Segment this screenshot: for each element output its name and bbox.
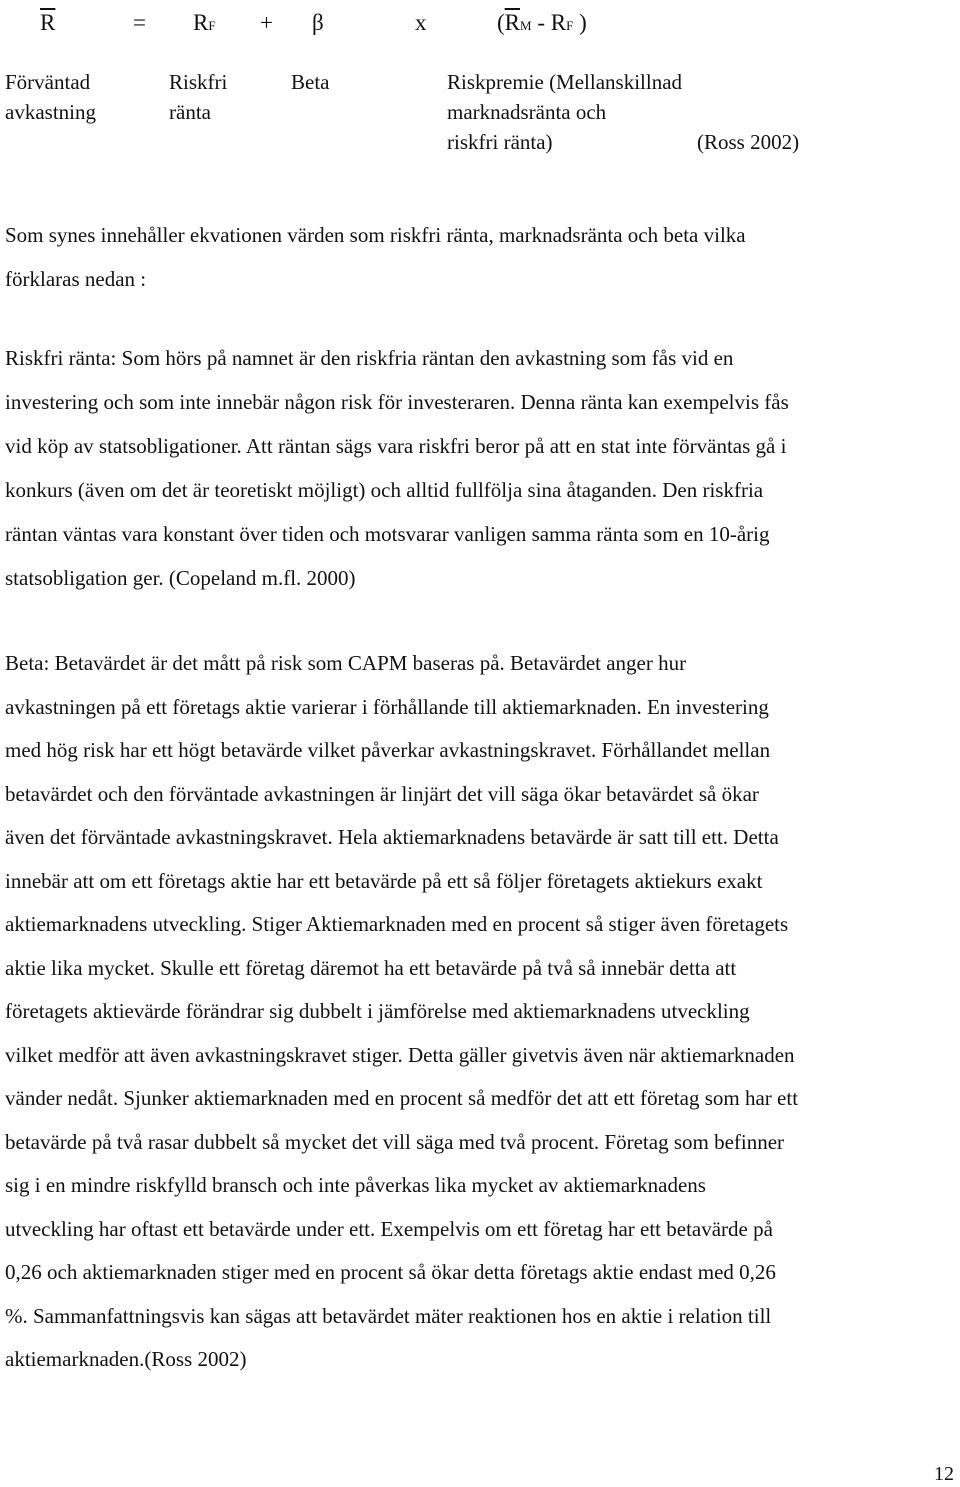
beta-label: Beta: [291, 70, 330, 94]
page-number: 12: [934, 1463, 954, 1485]
equals-sign: =: [133, 10, 146, 35]
risk-premium-label: Riskpremie (Mellanskillnad marknadsränta och riskfri ränta): [447, 70, 683, 154]
beta-symbol: β: [312, 10, 324, 35]
formula-citation: (Ross 2002): [697, 130, 800, 154]
beta-paragraph: Beta: Betavärdet är det mått på risk som CAPM baseras på. Betavärdet anger hur avkastningen på ett företags aktie varierar i förhållande till aktiemarknaden. En investering med hög risk har ett högt betavärde vilket påverkar avkastningskravet. Förhållandet mellan betavärdet och den förväntade avkastningen är linjärt det vill säga ökar betavärdet så ökar även det förväntade avkastningskravet. Hela aktiemarknadens betavärde är satt till ett. Detta innebär att om ett företags aktie har ett betavärde på ett så följer företagets aktiekurs exakt aktiemarknadens utveckling. Stiger Aktiemarknaden med en procent så stiger även företagets aktie lika mycket. Skulle ett företag däremot ha ett betavärde på två så innebär detta att företagets aktievärde förändrar sig dubbelt i jämförelse med aktiemarknadens utveckling vilket medför att även avkastningskravet stiger. Detta gäller givetvis även när aktiemarknaden vänder nedåt. Sjunker aktiemarknaden med en procent så medför det att ett företag som har ett betavärde på två rasar dubbelt så mycket det vill säga med två procent. Företag som befinner sig i en mindre riskfylld bransch och inte påverkas lika mycket av aktiemarknadens utveckling har oftast ett betavärde under ett. Exempelvis om ett företag har ett betavärde på 0,26 och aktiemarknaden stiger med en procent så ökar detta företags aktie endast med 0,26 %. Sammanfattningsvis kan sägas att betavärdet mäter reaktionen hos en aktie i relation till aktiemarknaden.(Ross 2002): [5, 651, 799, 1371]
expected-return-label: Förväntad avkastning: [5, 70, 96, 124]
riskfree-symbol: RF: [193, 10, 216, 35]
riskfree-paragraph: Riskfri ränta: Som hörs på namnet är den riskfria räntan den avkastning som fås vid en investering och som inte innebär någon risk för investeraren. Denna ränta kan exempelvis fås vid köp av statsobligationer. Att räntan sägs vara riskfri beror på att en stat inte förväntas gå i konkurs (även om det är teoretiskt möjligt) och alltid fullfölja sina åtaganden. Den riskfria räntan väntas vara konstant över tiden och motsvarar vanligen samma ränta som en 10-årig statsobligation ger. (Copeland m.fl. 2000): [5, 346, 789, 590]
risk-premium-expression: ($\overline{R}M$ - RF ): [497, 10, 587, 35]
expected-return-symbol: $\overline{R}$: [40, 10, 56, 35]
intro-paragraph: Som synes innehåller ekvationen värden som riskfri ränta, marknadsränta och beta vilka förklaras nedan :: [5, 223, 746, 291]
plus-sign: +: [260, 10, 273, 35]
riskfree-label: Riskfri ränta: [169, 70, 228, 124]
times-sign: x: [415, 10, 427, 35]
